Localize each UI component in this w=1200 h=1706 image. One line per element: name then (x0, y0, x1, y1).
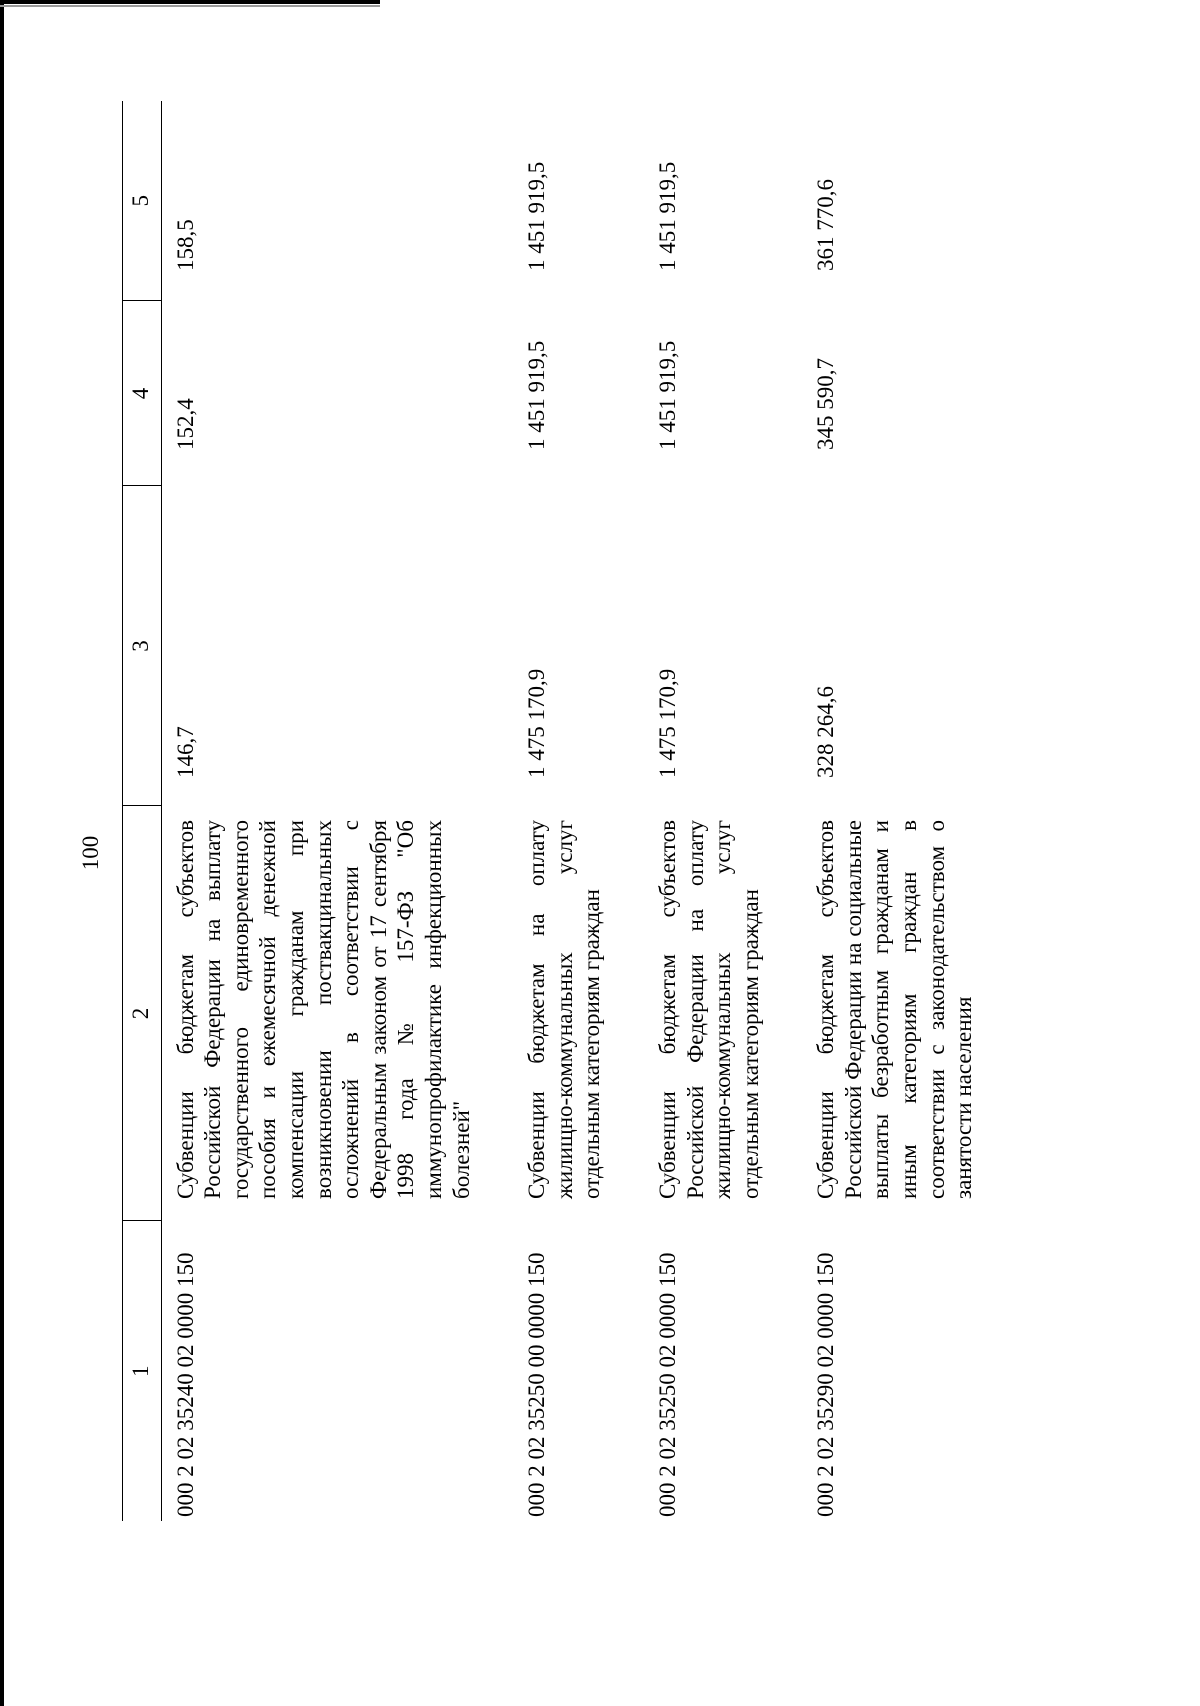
row-name: Субвенции бюджетам субъектов Российской Федерации на оплату жилищно-коммунальных услуг отдельным категориям граждан (654, 820, 763, 1199)
row-value-col4: 1 451 919,5 (524, 340, 550, 450)
row-name: Субвенции бюджетам на оплату жилищно-коммунальных услуг отдельным категориям граждан (524, 820, 605, 1199)
row-code: 000 2 02 35240 02 0000 150 (172, 1252, 198, 1517)
page-number: 100 (78, 835, 103, 871)
row-value-col5: 158,5 (172, 219, 198, 271)
budget-table (122, 101, 1016, 1521)
row-value-col5: 361 770,6 (813, 179, 839, 271)
row-code: 000 2 02 35290 02 0000 150 (813, 1252, 839, 1517)
table-row (513, 101, 644, 1521)
row-value-col5: 1 451 919,5 (524, 161, 550, 271)
row-value-col4: 345 590,7 (813, 358, 839, 450)
column-header-3: 3 (123, 486, 162, 806)
row-value-col3: 328 264,6 (813, 686, 839, 778)
row-value-col4: 1 451 919,5 (654, 340, 680, 450)
column-header-2: 2 (123, 806, 162, 1221)
row-value-col4: 152,4 (172, 398, 198, 450)
table-header-row (123, 101, 162, 1521)
row-code: 000 2 02 35250 00 0000 150 (524, 1252, 550, 1517)
row-value-col3: 146,7 (172, 726, 198, 778)
row-code: 000 2 02 35250 02 0000 150 (654, 1252, 680, 1517)
table-row (644, 101, 802, 1521)
column-header-5: 5 (123, 101, 162, 301)
row-value-col5: 1 451 919,5 (654, 161, 680, 271)
table-row (161, 101, 513, 1521)
row-value-col3: 1 475 170,9 (524, 668, 550, 778)
column-header-4: 4 (123, 301, 162, 486)
column-header-1: 1 (123, 1221, 162, 1521)
row-name: Субвенции бюджетам субъектов Российской Федерации на социальные выплаты безработным гражданам и иным категориям граждан в соответствии с законодательством о занятости населения (813, 820, 977, 1199)
table-row (802, 101, 1016, 1521)
row-name: Субвенции бюджетам субъектов Российской Федерации на выплату государственного единовременного пособия и ежемесячной денежной компенсации гражданам при возникновении поствакцинальных осложнений в соответствии с Федеральным законом от 17 сентября 1998 года № 157-ФЗ "Об иммунопрофилактике инфекционных болезней" (172, 820, 474, 1199)
row-value-col3: 1 475 170,9 (654, 668, 680, 778)
